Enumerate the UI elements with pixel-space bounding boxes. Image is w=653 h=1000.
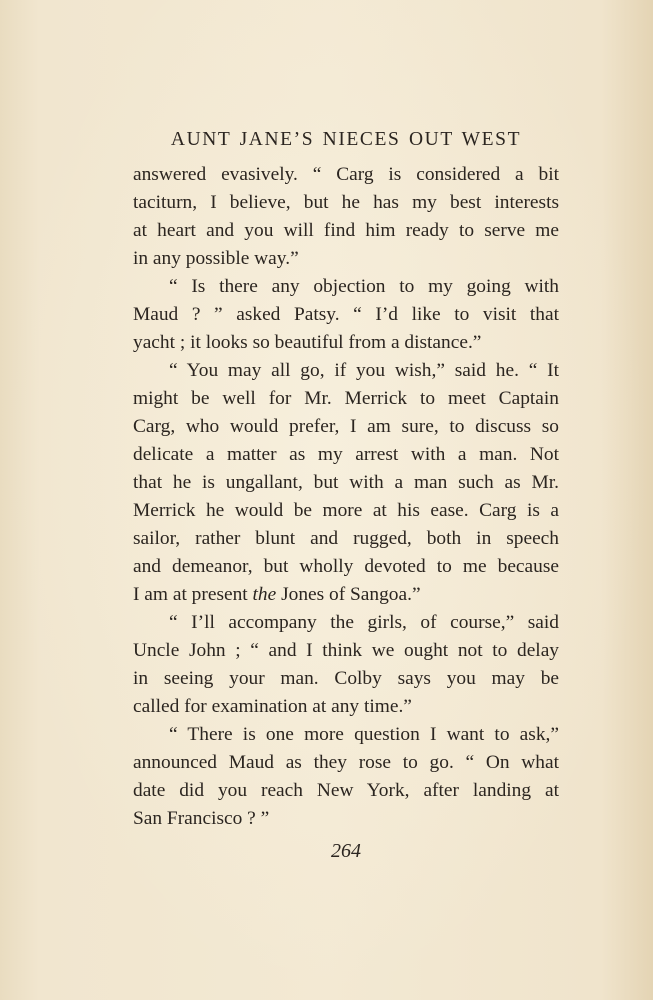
text-line: in any possible way.” <box>133 248 299 269</box>
paragraph-2 <box>133 273 559 357</box>
text-line: called for examination at any time.” <box>133 696 412 717</box>
text-run: Jones of Sangoa.” <box>276 584 421 605</box>
text-line: at heart and you will find him ready to serve me <box>133 220 559 241</box>
text-line: delicate a matter as my arrest with a man. Not <box>133 444 559 465</box>
text-line: answered evasively. “ Carg is considered a bit <box>133 164 559 185</box>
paragraph-3 <box>133 357 559 609</box>
page-number: 264 <box>331 840 361 862</box>
text-run: I am at present <box>133 584 253 605</box>
text-line: “ I’ll accompany the girls, of course,” said <box>169 612 559 633</box>
text-line: date did you reach New York, after landing at <box>133 780 559 801</box>
paragraph-4 <box>133 609 559 721</box>
text-line: “ Is there any objection to my going with <box>169 276 559 297</box>
text-line: Uncle John ; “ and I think we ought not to delay <box>133 640 559 661</box>
paragraph-1 <box>133 161 559 273</box>
text-line: might be well for Mr. Merrick to meet Captain <box>133 388 559 409</box>
text-line: and demeanor, but wholly devoted to me because <box>133 556 559 577</box>
text-line: announced Maud as they rose to go. “ On what <box>133 752 559 773</box>
paragraph-5 <box>133 721 559 833</box>
text-line: yacht ; it looks so beautiful from a distance.” <box>133 332 482 353</box>
text-line: “ There is one more question I want to ask,” <box>169 724 559 745</box>
text-line: that he is ungallant, but with a man such as Mr. <box>133 472 559 493</box>
text-line: Maud ? ” asked Patsy. “ I’d like to visit that <box>133 304 559 325</box>
italic-word: the <box>252 584 277 605</box>
text-line: taciturn, I believe, but he has my best interests <box>133 192 559 213</box>
text-line: Merrick he would be more at his ease. Carg is a <box>133 500 559 521</box>
text-line: sailor, rather blunt and rugged, both in speech <box>133 528 559 549</box>
text-line: “ You may all go, if you wish,” said he. “ It <box>169 360 559 381</box>
body-text <box>133 161 559 833</box>
text-line: in seeing your man. Colby says you may be <box>133 668 559 689</box>
text-line: San Francisco ? ” <box>133 808 270 829</box>
text-line: Carg, who would prefer, I am sure, to discuss so <box>133 416 559 437</box>
running-head: AUNT JANE’S NIECES OUT WEST <box>170 129 522 150</box>
text-line <box>133 581 559 609</box>
